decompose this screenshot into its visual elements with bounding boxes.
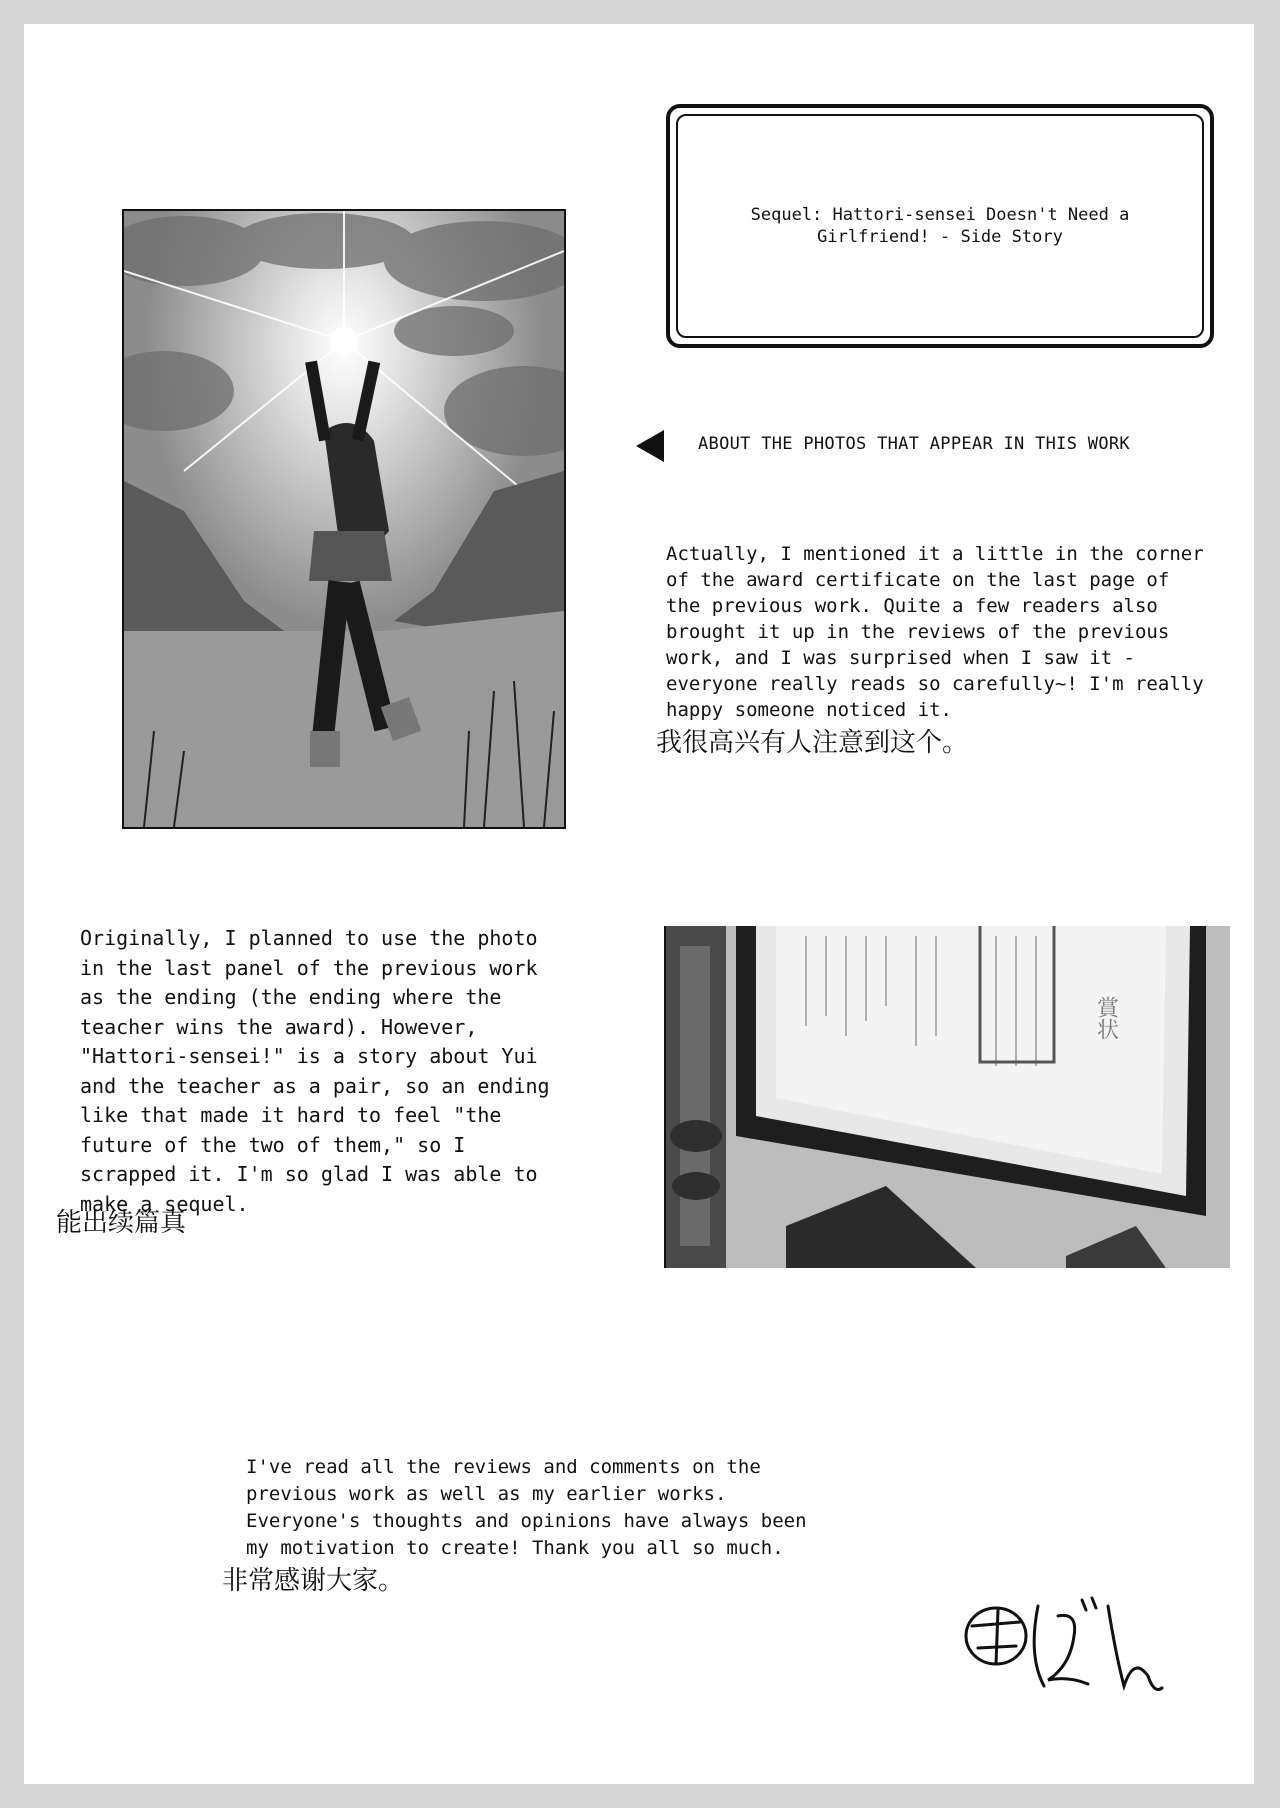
- author-signature: [958, 1576, 1168, 1706]
- residual-cjk-line: 我很高兴有人注意到这个。: [656, 728, 969, 758]
- triangle-left-icon: [636, 430, 664, 462]
- page: [24, 24, 1254, 1784]
- residual-cjk-line: 能出续篇真: [56, 1208, 187, 1238]
- title-box: [666, 104, 1214, 348]
- residual-cjk-line: 非常感谢大家。: [222, 1566, 405, 1596]
- certificate-title: 賞状: [1093, 996, 1119, 1040]
- certificate-photo: [664, 926, 1230, 1268]
- section-heading-row: [636, 428, 1196, 458]
- section-heading: ABOUT THE PHOTOS THAT APPEAR IN THIS WORK: [698, 434, 1130, 454]
- paragraph-award-corner: Actually, I mentioned it a little in the corner of the award certificate on the last page of the previous work. Quite a few readers also brought it up in the reviews of the previous work, and I was surprised when I saw it - everyone really reads so carefully~! I'm really happy someone noticed it.: [666, 543, 1204, 721]
- paragraph-original-ending: Originally, I planned to use the photo in the last panel of the previous work as the ending (the ending where the teacher wins the award). However, "Hattori-sensei!" is a story about Yui and the teacher as a pair, so an ending like that made it hard to feel "the future of the two of them," so I scrapped it. I'm so glad I was able to make a sequel.: [80, 926, 550, 1216]
- illustration-girl-sky: [122, 209, 566, 829]
- title-text: Sequel: Hattori-sensei Doesn't Need a Girlfriend! - Side Story: [750, 205, 1130, 247]
- paragraph-thanks: I've read all the reviews and comments on the previous work as well as my earlier works. Everyone's thoughts and opinions have always been my motivation to create! Thank you all so much.: [246, 1456, 807, 1559]
